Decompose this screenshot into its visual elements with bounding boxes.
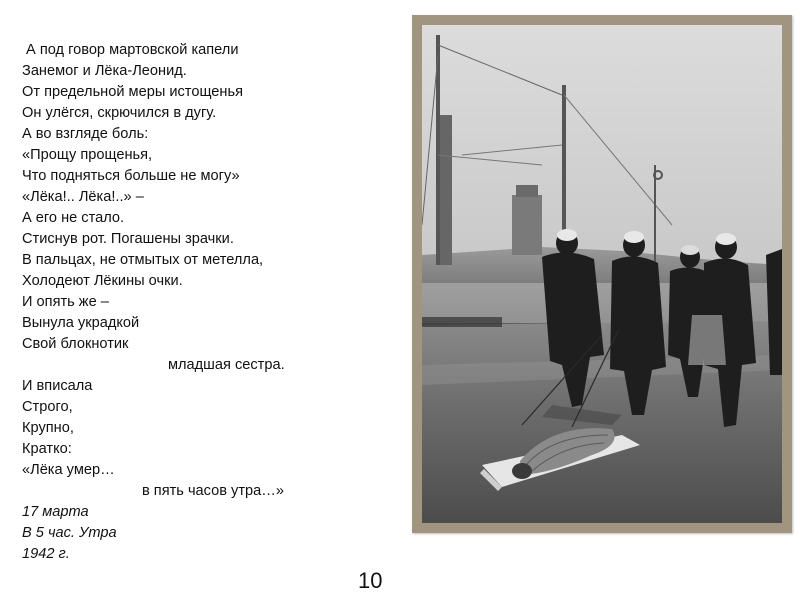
- poem-line: Занемог и Лёка-Леонид.: [22, 63, 187, 79]
- poem-line: И опять же –: [22, 294, 109, 310]
- poem-line: в пять часов утра…»: [142, 483, 284, 499]
- poem-date-line: В 5 час. Утра: [22, 525, 117, 541]
- poem-line: «Прощу прощенья,: [22, 147, 153, 163]
- poem-line: Стиснув рот. Погашены зрачки.: [22, 231, 234, 247]
- poem-line: Строго,: [22, 399, 73, 415]
- photo-frame: [412, 15, 792, 533]
- photo-illustration: [422, 25, 782, 523]
- poem-line: «Лёка умер…: [22, 462, 115, 478]
- poem-line: «Лёка!.. Лёка!..» –: [22, 189, 144, 205]
- poem-line: Крупно,: [22, 420, 74, 436]
- poem-line: Что подняться больше не могу»: [22, 168, 240, 184]
- poem-line: Холодеют Лёкины очки.: [22, 273, 183, 289]
- poem-text: [22, 40, 402, 565]
- poem-line: И вписала: [22, 378, 93, 394]
- poem-line: Свой блокнотик: [22, 336, 129, 352]
- poem-line: От предельной меры истощенья: [22, 84, 243, 100]
- poem-date-line: 17 марта: [22, 504, 89, 520]
- poem-line: А его не стало.: [22, 210, 125, 226]
- photo-icon: [422, 25, 782, 523]
- poem-line: В пальцах, не отмытых от метелла,: [22, 252, 264, 268]
- poem-line: Кратко:: [22, 441, 72, 457]
- poem-line: А во взгляде боль:: [22, 126, 149, 142]
- poem-line: Он улёгся, скрючился в дугу.: [22, 105, 217, 121]
- poem-line: А под говор мартовской капели: [22, 42, 239, 58]
- poem-date-line: 1942 г.: [22, 546, 70, 562]
- page-number: 10: [358, 568, 383, 593]
- poem-line: младшая сестра.: [168, 357, 285, 373]
- poem-line: Вынула украдкой: [22, 315, 140, 331]
